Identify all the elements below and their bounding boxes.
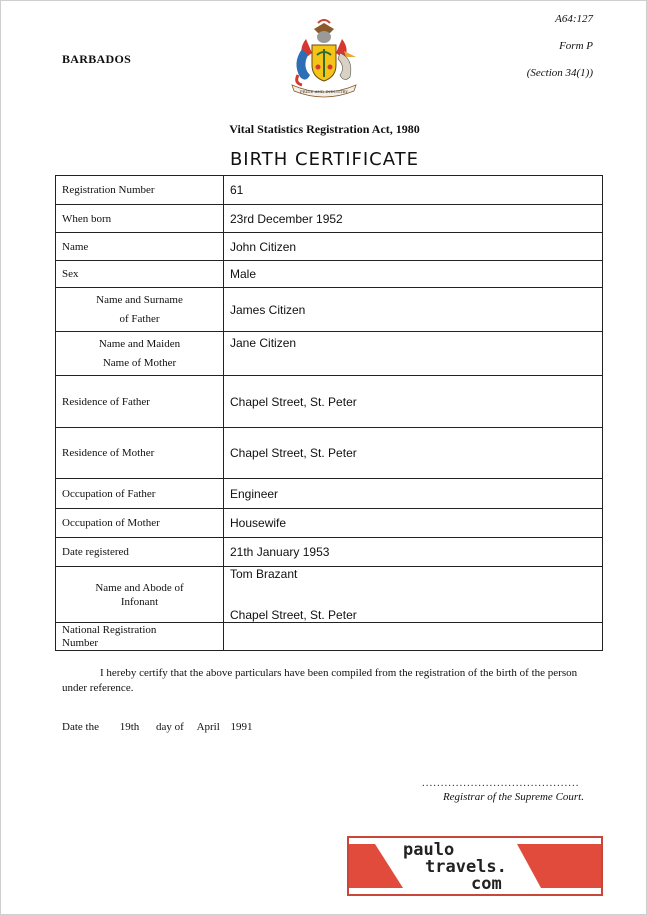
label-father-name-line2: of Father — [119, 312, 160, 325]
svg-text:PRIDE AND INDUSTRY: PRIDE AND INDUSTRY — [299, 89, 349, 94]
row-when-born — [56, 205, 603, 233]
label-name: Name — [56, 233, 224, 261]
date-day: 19th — [119, 721, 140, 733]
label-father-name-line1: Name and Surname — [96, 293, 183, 306]
registration-table — [55, 175, 603, 651]
row-mother-occupation — [56, 509, 603, 538]
row-date-registered — [56, 538, 603, 567]
value-informant-name: Tom Brazant — [230, 567, 298, 581]
value-mother-occupation: Housewife — [224, 509, 603, 538]
label-informant-line2: Infonant — [120, 595, 159, 608]
label-mother-residence: Residence of Mother — [56, 428, 224, 479]
label-father-residence: Residence of Father — [56, 376, 224, 428]
value-national-registration — [224, 623, 603, 651]
row-father-occupation — [56, 479, 603, 509]
value-mother-name: Jane Citizen — [224, 332, 603, 376]
label-father-occupation: Occupation of Father — [56, 479, 224, 509]
coat-of-arms-icon — [284, 19, 364, 99]
value-informant-abode: Chapel Street, St. Peter — [230, 608, 357, 622]
label-registration-number: Registration Number — [56, 176, 224, 205]
row-father-residence — [56, 376, 603, 428]
logo-line2: travels. — [425, 857, 507, 877]
value-registration-number: 61 — [224, 176, 603, 205]
row-name — [56, 233, 603, 261]
row-registration-number — [56, 176, 603, 205]
value-sex: Male — [224, 261, 603, 288]
row-national-registration — [56, 623, 603, 651]
label-informant — [56, 567, 224, 623]
label-when-born: When born — [56, 205, 224, 233]
row-father-name — [56, 288, 603, 332]
label-mother-name-line1: Name and Maiden — [98, 337, 181, 350]
value-father-name: James Citizen — [224, 288, 603, 332]
certification-statement: I hereby certify that the above particulars have been compiled from the registration of the birth of the person under reference. — [62, 667, 578, 694]
section-label: (Section 34(1)) — [526, 67, 593, 79]
label-mother-name-line2: Name of Mother — [102, 356, 177, 369]
value-name: John Citizen — [224, 233, 603, 261]
date-year: 1991 — [230, 721, 253, 733]
logo-line3: com — [471, 874, 502, 894]
registrar-label: Registrar of the Supreme Court. — [442, 791, 584, 803]
label-sex: Sex — [56, 261, 224, 288]
row-mother-name — [56, 332, 603, 376]
value-when-born: 23rd December 1952 — [224, 205, 603, 233]
label-informant-line1: Name and Abode of — [95, 581, 184, 594]
label-date-registered: Date registered — [56, 538, 224, 567]
paulo-travels-logo — [347, 836, 603, 896]
logo-line1: paulo — [403, 840, 455, 860]
row-informant — [56, 567, 603, 623]
date-day-of: day of — [156, 721, 184, 733]
label-mother-name — [56, 332, 224, 376]
row-mother-residence — [56, 428, 603, 479]
value-date-registered: 21th January 1953 — [224, 538, 603, 567]
reference-code: A64:127 — [555, 13, 593, 25]
row-sex — [56, 261, 603, 288]
value-father-residence: Chapel Street, St. Peter — [224, 376, 603, 428]
signature-line: .......................................... — [422, 777, 580, 789]
label-mother-occupation: Occupation of Mother — [56, 509, 224, 538]
act-title: Vital Statistics Registration Act, 1980 — [229, 122, 420, 136]
date-prefix: Date the — [62, 721, 99, 733]
country-name: BARBADOS — [62, 52, 132, 66]
label-national-registration — [56, 623, 224, 651]
value-informant — [224, 567, 603, 623]
certificate-title: BIRTH CERTIFICATE — [229, 149, 420, 170]
date-month: April — [196, 721, 220, 733]
label-national-registration-line1: National Registration — [62, 623, 157, 636]
value-mother-residence: Chapel Street, St. Peter — [224, 428, 603, 479]
label-national-registration-line2: Number — [62, 636, 99, 649]
label-father-name — [56, 288, 224, 332]
form-label: Form P — [559, 40, 593, 52]
value-father-occupation: Engineer — [224, 479, 603, 509]
date-line — [62, 721, 253, 733]
